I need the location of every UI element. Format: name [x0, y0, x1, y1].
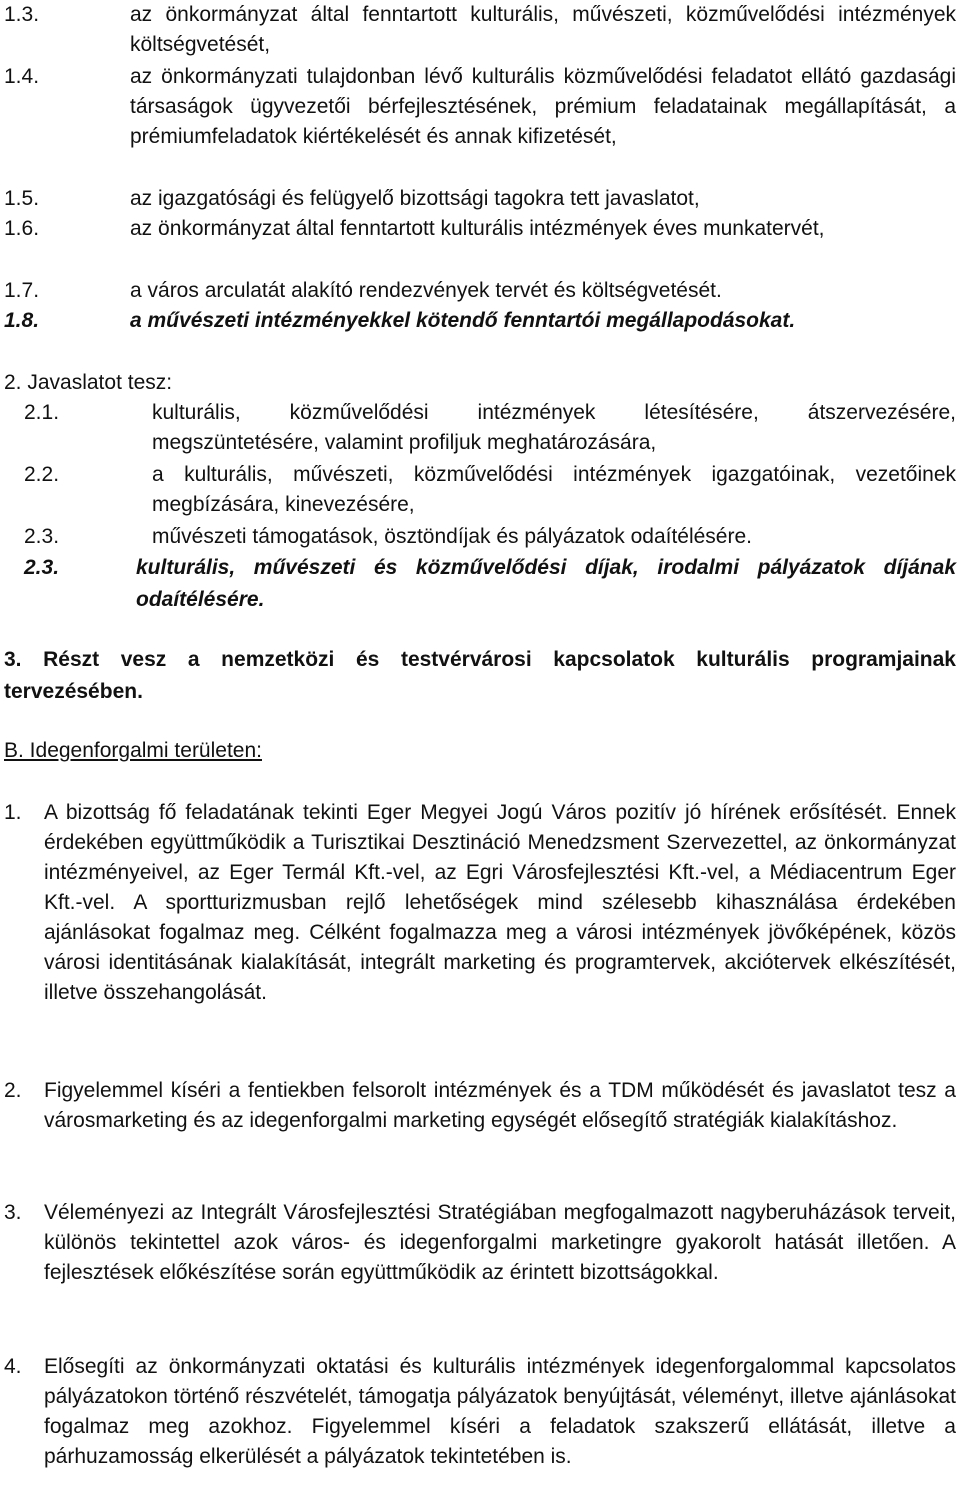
- list-item-b-4: [4, 1352, 956, 1502]
- item-number: 4.: [4, 1355, 22, 1378]
- list-item-2-2: [4, 460, 956, 520]
- list-item-2-3-bold: [4, 552, 956, 616]
- item-number: 2.2.: [24, 463, 60, 486]
- item-text: kulturális, közművelődési intézmények létesítésére, átszervezésére, megszüntetésére, valamint profiljuk meghatározására,: [152, 401, 956, 454]
- section-b-heading: B. Idegenforgalmi területen:: [4, 739, 262, 762]
- list-item-1-5: [4, 184, 956, 214]
- item-text: Elősegíti az önkormányzati oktatási és kulturális intézmények idegenforgalommal kapcsolatos pályázatokon történő részvételét, támogatja pályázatok benyújtását, véleményt, illetve ajánlásokat fogalmaz meg azokhoz. Figyelemmel kíséri a feladatok szakszerű ellátását, illetve a párhuzamosság elkerülését a pályázatok tekintetében is.: [44, 1355, 956, 1468]
- item-text: kulturális, művészeti és közművelődési díjak, irodalmi pályázatok díjának odaítélésére.: [136, 556, 956, 611]
- item-number: 1.: [4, 801, 22, 824]
- list-item-1-4: [4, 62, 956, 182]
- item-number: 1.8.: [4, 309, 40, 332]
- item-number: 2.1.: [24, 401, 60, 424]
- section-2-heading: 2. Javaslatot tesz:: [4, 371, 173, 394]
- item-text: a kulturális, művészeti, közművelődési intézmények igazgatóinak, vezetőinek megbízására, kinevezésére,: [152, 463, 956, 516]
- list-item-b-2: [4, 1076, 956, 1166]
- item-text: a város arculatát alakító rendezvények tervét és költségvetését.: [130, 279, 722, 302]
- item-number: 2.3.: [24, 525, 60, 548]
- item-text: az igazgatósági és felügyelő bizottsági tagokra tett javaslatot,: [130, 187, 700, 210]
- item-number: 3.: [4, 1201, 22, 1224]
- item-number: 2.: [4, 1079, 22, 1102]
- item-number: 1.4.: [4, 65, 40, 88]
- list-item-2-3: [4, 522, 956, 552]
- item-text: a művészeti intézményekkel kötendő fenntartói megállapodásokat.: [130, 309, 796, 332]
- list-item-1-3: [4, 0, 956, 60]
- list-item-b-3: [4, 1198, 956, 1318]
- item-text: művészeti támogatások, ösztöndíjak és pályázatok odaítélésére.: [152, 525, 752, 548]
- list-item-1-7: [4, 276, 956, 306]
- section-3-heading: 3. Részt vesz a nemzetközi és testvérvárosi kapcsolatok kulturális programjainak tervezésében.: [4, 648, 956, 703]
- list-item-1-6: [4, 214, 956, 274]
- list-item-b-1: [4, 798, 956, 1038]
- item-number: 2.3.: [24, 556, 60, 579]
- item-number: 1.6.: [4, 217, 40, 240]
- item-text: az önkormányzati tulajdonban lévő kulturális közművelődési feladatot ellátó gazdasági társaságok ügyvezetői bérfejlesztésének, prémium feladatainak megállapítását, a prémiumfeladatok kiértékelését és annak kifizetését,: [130, 65, 956, 148]
- item-number: 1.5.: [4, 187, 40, 210]
- list-item-1-8: [4, 306, 956, 336]
- item-number: 1.3.: [4, 3, 40, 26]
- item-text: az önkormányzat által fenntartott kulturális, művészeti, közművelődési intézmények költségvetését,: [130, 3, 956, 56]
- item-text: Véleményezi az Integrált Városfejlesztési Stratégiában megfogalmazott nagyberuházások terveit, különös tekintettel azok város- és idegenforgalmi marketingre gyakorolt hatását illetően. A fejlesztések előkészítése során együttműködik az érintett bizottságokkal.: [44, 1201, 956, 1284]
- item-text: az önkormányzat által fenntartott kulturális intézmények éves munkatervét,: [130, 217, 825, 240]
- item-number: 1.7.: [4, 279, 40, 302]
- item-text: A bizottság fő feladatának tekinti Eger Megyei Jogú Város pozitív jó hírének erősítését. Ennek érdekében együttműködik a Turisztikai Desztináció Menedzsment Szervezettel, az önkormányzat intézményeivel, az Eger Termál Kft.-vel, az Egri Városfejlesztési Kft.-vel, a Médiacentrum Eger Kft.-vel. A sportturizmusban rejlő lehetőségek mind szélesebb kihasználása érdekében ajánlásokat fogalmaz meg. Célként fogalmazza meg a városi intézmények jövőképének, közös városi identitásának kialakítását, integrált marketing és programtervek, akciótervek elkészítését, illetve összehangolását.: [44, 801, 956, 1004]
- list-item-2-1: [4, 398, 956, 458]
- item-text: Figyelemmel kíséri a fentiekben felsorolt intézmények és a TDM működését és javaslatot tesz a városmarketing és az idegenforgalmi marketing egységét elősegítő stratégiák kialakításhoz.: [44, 1079, 956, 1132]
